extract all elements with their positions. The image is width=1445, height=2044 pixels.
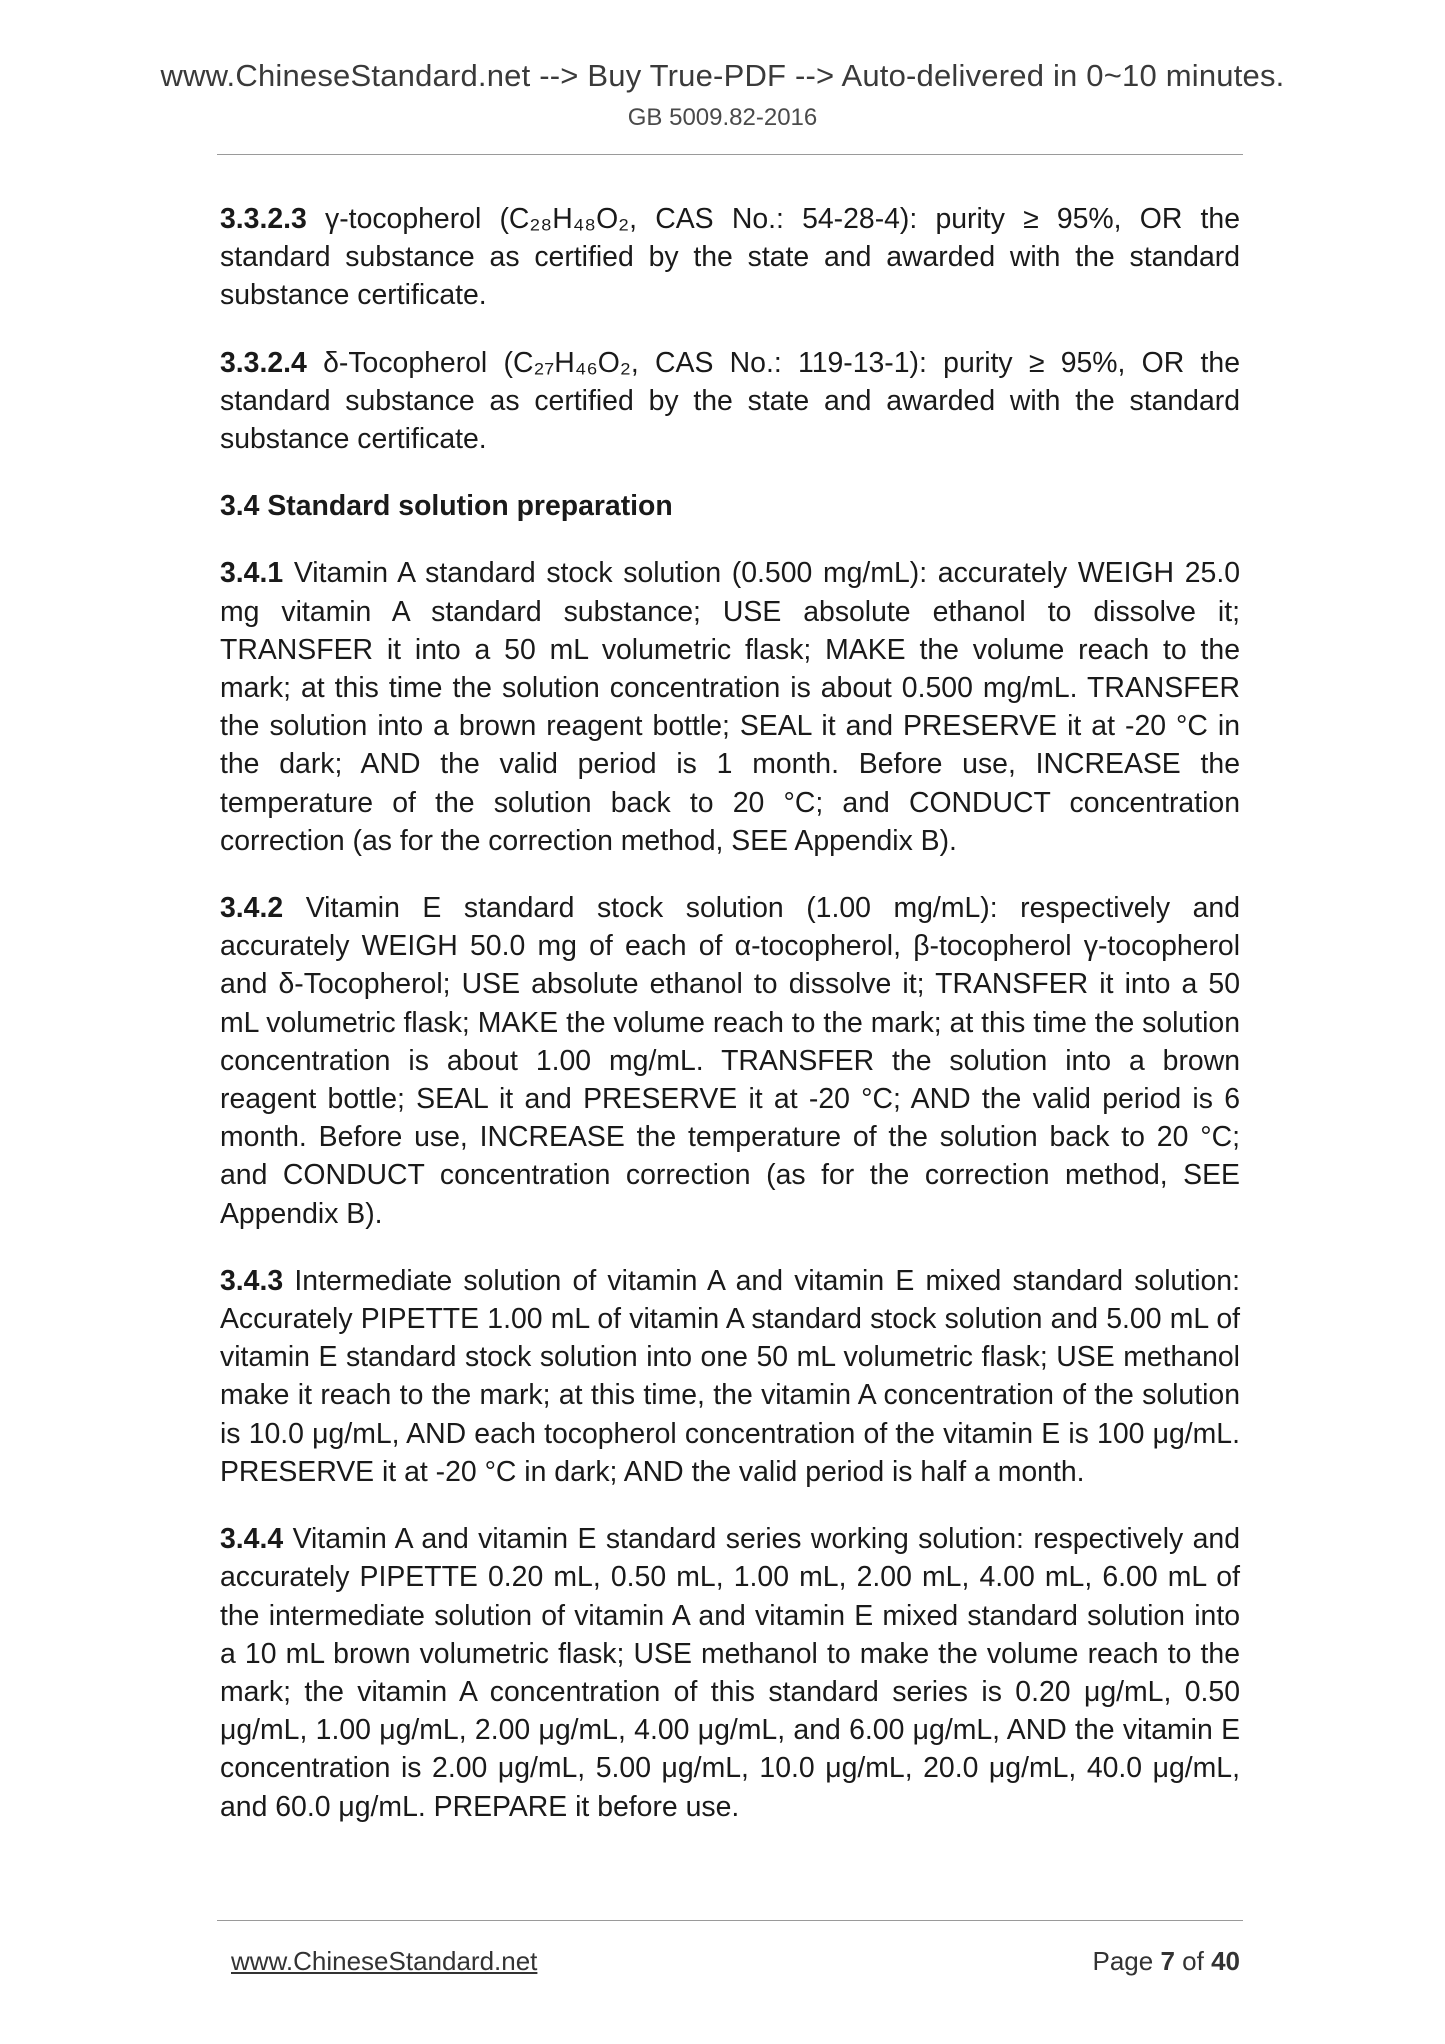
page-total: 40	[1211, 1946, 1240, 1976]
clause-3-3-2-3	[220, 200, 1240, 315]
section-heading-3-4: 3.4 Standard solution preparation	[220, 490, 673, 523]
footer-website-link[interactable]: www.ChineseStandard.net	[231, 1946, 538, 1976]
clause-text: Intermediate solution of vitamin A and vitamin E mixed standard solution: Accurately PIPETTE 1.00 mL of vitamin A standard stock solution and 5.00 mL of vitamin E standard stock solution into one 50 mL volumetric flask; USE methanol make it reach to the mark; at this time, the vitamin A concentration of the solution is 10.0 μg/mL, AND each tocopherol concentration of the vitamin E is 100 μg/mL. PRESERVE it at -20 °C in dark; AND the valid period is half a month.	[220, 1264, 1240, 1488]
clause-number: 3.3.2.4	[220, 346, 307, 379]
clause-number: 3.4.2	[220, 892, 284, 925]
clause-3-3-2-4	[220, 344, 1240, 459]
page-indicator	[1092, 1946, 1240, 1977]
clause-3-4-3	[220, 1262, 1240, 1491]
clause-3-4-4	[220, 1520, 1240, 1826]
page-word: Page	[1092, 1946, 1154, 1976]
footer-divider	[217, 1920, 1243, 1921]
clause-number: 3.4.3	[220, 1264, 284, 1297]
clause-number: 3.3.2.3	[220, 203, 307, 235]
clause-3-4-1	[220, 554, 1240, 860]
clause-text: Vitamin A and vitamin E standard series working solution: respectively and accurately PIPETTE 0.20 mL, 0.50 mL, 1.00 mL, 2.00 mL, 4.00 mL, 6.00 mL of the intermediate solution of vitamin A and vitamin E mixed standard solution into a 10 mL brown volumetric flask; USE methanol to make the volume reach to the mark; the vitamin A concentration of this standard series is 0.20 μg/mL, 0.50 μg/mL, 1.00 μg/mL, 2.00 μg/mL, 4.00 μg/mL, and 6.00 μg/mL, AND the vitamin E concentration is 2.00 μg/mL, 5.00 μg/mL, 10.0 μg/mL, 20.0 μg/mL, 40.0 μg/mL, and 60.0 μg/mL. PREPARE it before use.	[220, 1523, 1240, 1823]
of-word: of	[1182, 1946, 1204, 1976]
clause-number: 3.4.4	[220, 1523, 284, 1556]
document-code: GB 5009.82-2016	[627, 104, 818, 131]
clause-number: 3.4.1	[220, 557, 284, 590]
clause-text: δ-Tocopherol (C₂₇H₄₆O₂, CAS No.: 119-13-1): purity ≥ 95%, OR the standard substance as certified by the state and awarded with the standard substance certificate.	[220, 346, 1240, 456]
page-body	[220, 200, 1240, 1855]
clause-text: Vitamin A standard stock solution (0.500 mg/mL): accurately WEIGH 25.0 mg vitamin A standard substance; USE absolute ethanol to dissolve it; TRANSFER it into a 50 mL volumetric flask; MAKE the volume reach to the mark; at this time the solution concentration is about 0.500 mg/mL. TRANSFER the solution into a brown reagent bottle; SEAL it and PRESERVE it at -20 °C in the dark; AND the valid period is 1 month. Before use, INCREASE the temperature of the solution back to 20 °C; and CONDUCT concentration correction (as for the correction method, SEE Appendix B).	[220, 557, 1240, 857]
header-banner: www.ChineseStandard.net --> Buy True-PDF --> Auto-delivered in 0~10 minutes.	[160, 58, 1285, 93]
page-number: 7	[1160, 1946, 1175, 1976]
clause-3-4-2	[220, 889, 1240, 1233]
clause-text: γ-tocopherol (C₂₈H₄₈O₂, CAS No.: 54-28-4): purity ≥ 95%, OR the standard substance as certified by the state and awarded with the standard substance certificate.	[220, 203, 1241, 312]
clause-text: Vitamin E standard stock solution (1.00 mg/mL): respectively and accurately WEIGH 50.0 mg of each of α-tocopherol, β-tocopherol γ-tocopherol and δ-Tocopherol; USE absolute ethanol to dissolve it; TRANSFER it into a 50 mL volumetric flask; MAKE the volume reach to the mark; at this time the solution concentration is about 1.00 mg/mL. TRANSFER the solution into a brown reagent bottle; SEAL it and PRESERVE it at -20 °C; AND the valid period is 6 month. Before use, INCREASE the temperature of the solution back to 20 °C; and CONDUCT concentration correction (as for the correction method, SEE Appendix B).	[220, 892, 1240, 1230]
header-divider	[217, 154, 1243, 155]
